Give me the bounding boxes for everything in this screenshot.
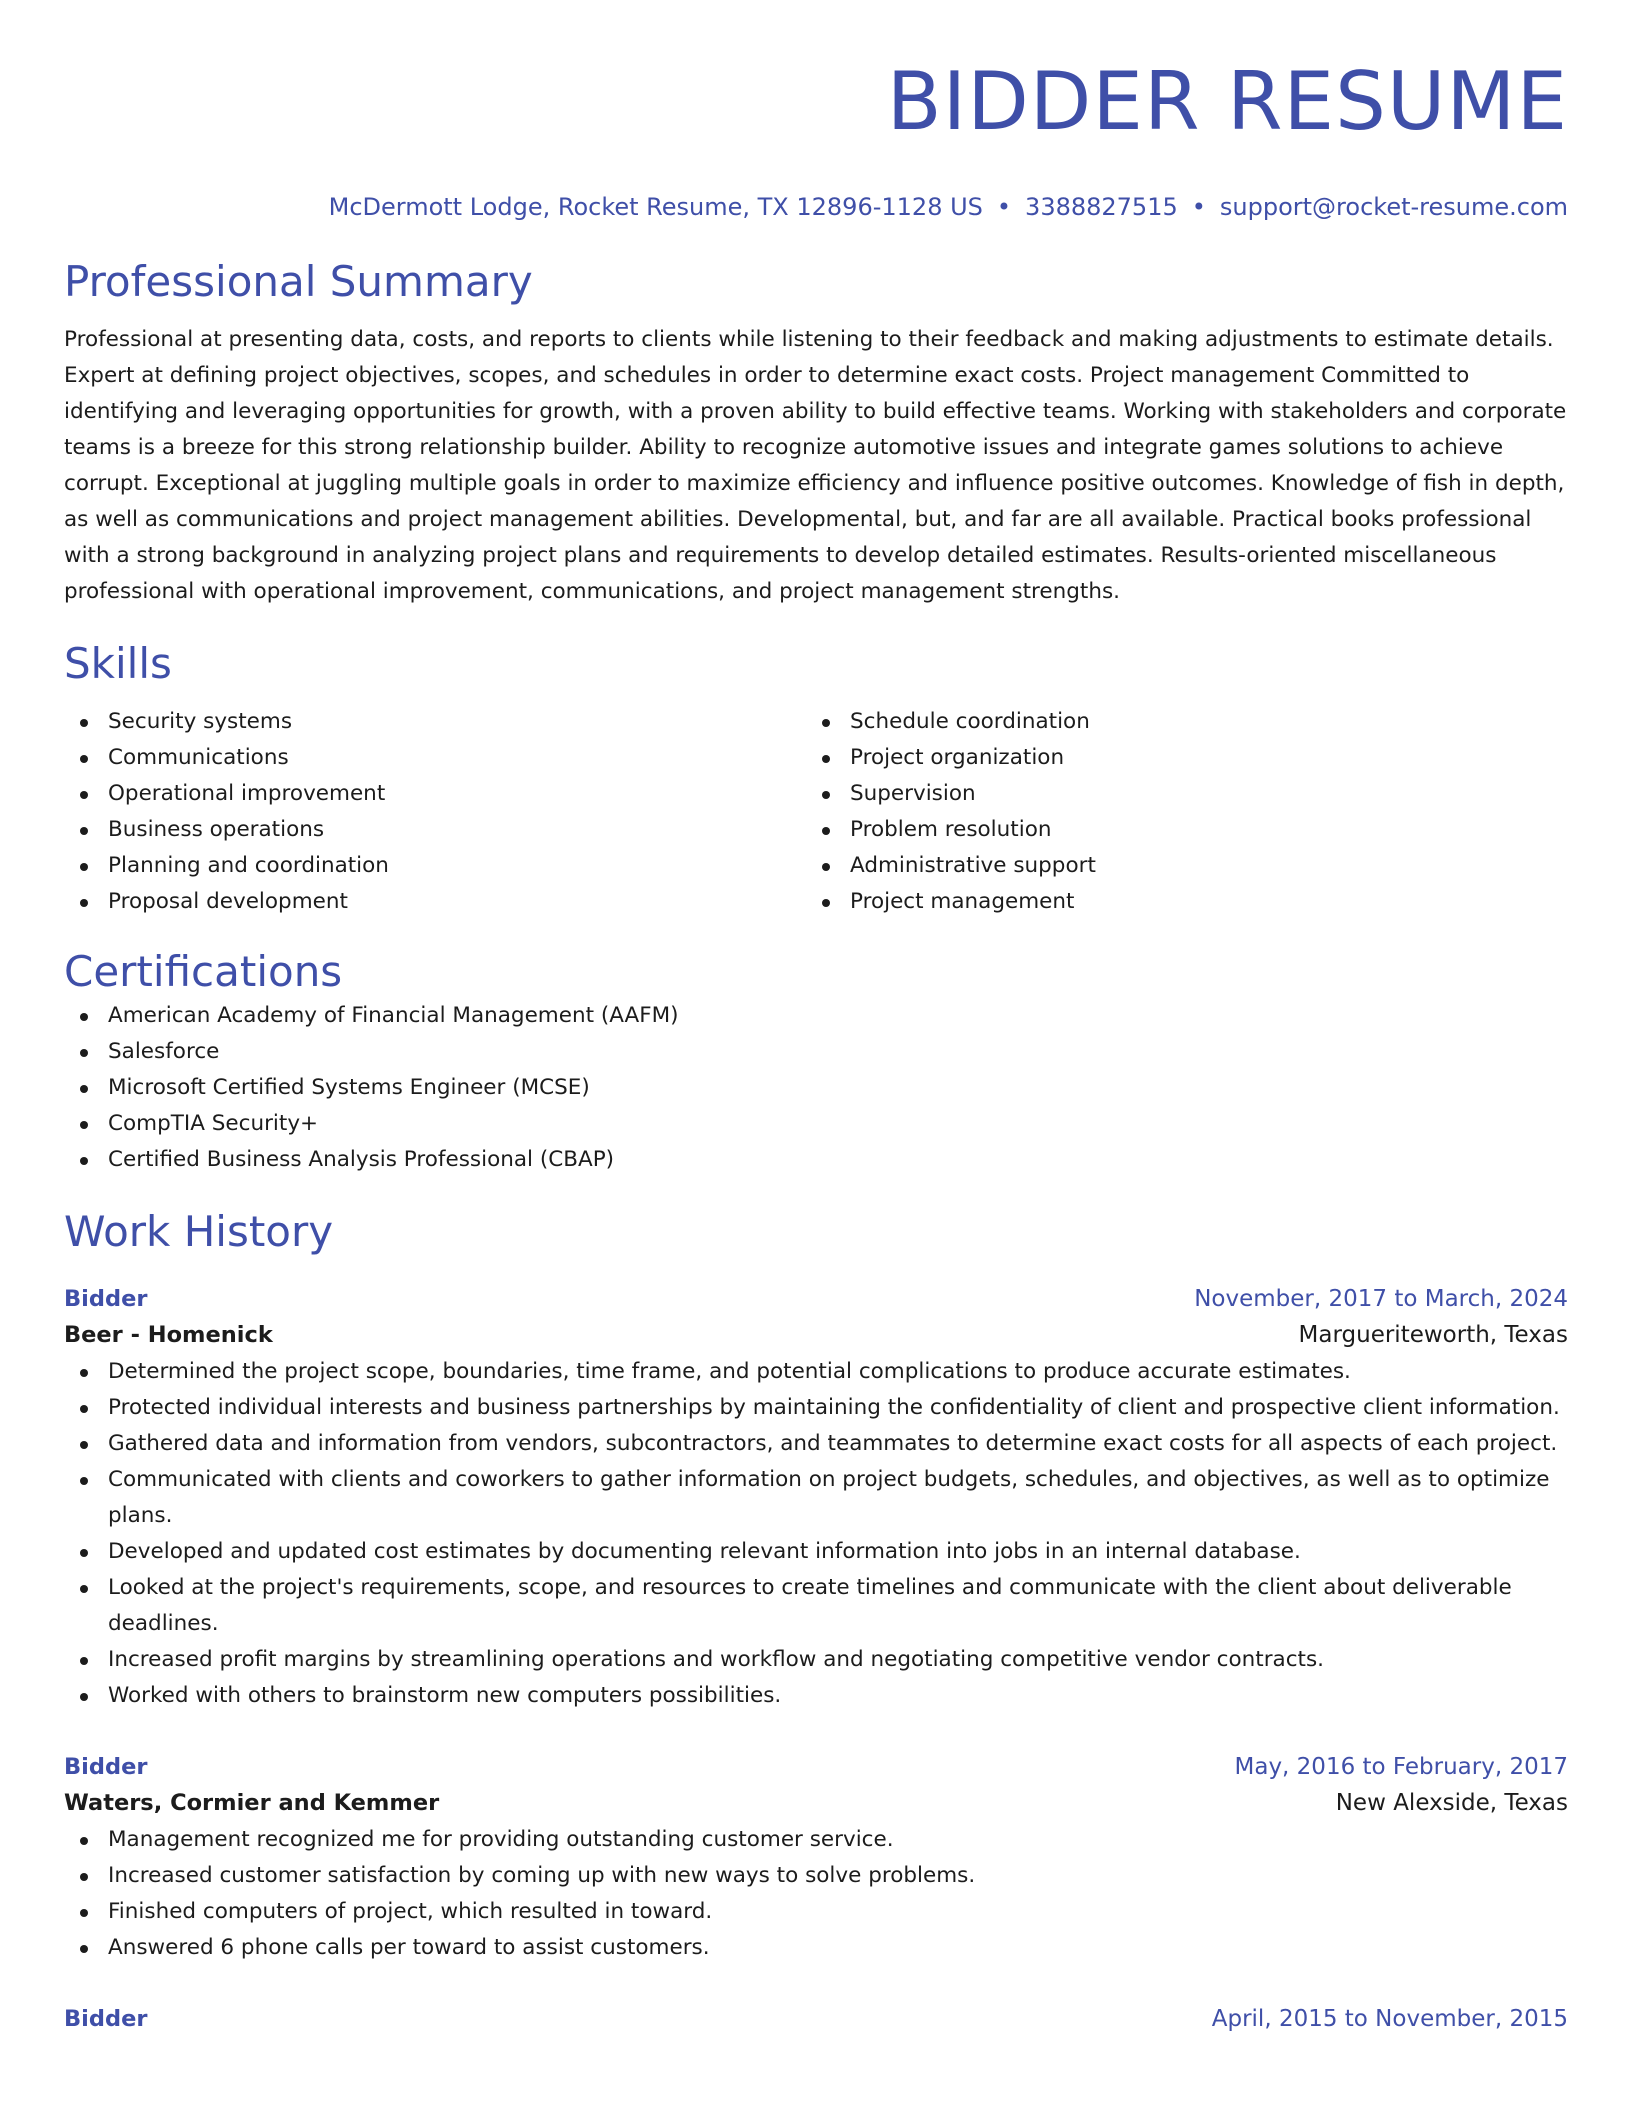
- job-header-row: [64, 1282, 1568, 1316]
- skill-item: Security systems: [64, 704, 806, 740]
- resume-header: [64, 0, 1568, 222]
- skills-column-left: [64, 704, 806, 920]
- job-title: Bidder: [64, 1286, 148, 1312]
- job-location: New Alexside, Texas: [1335, 1790, 1568, 1816]
- skills-section: [64, 638, 1568, 920]
- job-dates: April, 2015 to November, 2015: [1211, 2006, 1568, 2032]
- skill-item: Schedule coordination: [806, 704, 1548, 740]
- certification-item: Microsoft Certified Systems Engineer (MCSE): [64, 1070, 1568, 1106]
- contact-line: [64, 192, 1568, 222]
- skill-item: Communications: [64, 740, 806, 776]
- job-duty-item: Gathered data and information from vendors, subcontractors, and teammates to determine exact costs for all aspects of each project.: [64, 1426, 1568, 1462]
- skill-item: Operational improvement: [64, 776, 806, 812]
- job-title: Bidder: [64, 1754, 148, 1780]
- certifications-heading: Certifications: [64, 947, 343, 996]
- job-entry: [64, 1282, 1568, 1714]
- job-dates: November, 2017 to March, 2024: [1194, 1286, 1568, 1312]
- certifications-section: [64, 946, 1568, 1178]
- job-title: Bidder: [64, 2006, 148, 2032]
- certification-item: Salesforce: [64, 1034, 1568, 1070]
- job-duty-item: Increased profit margins by streamlining operations and workflow and negotiating competitive vendor contracts.: [64, 1642, 1568, 1678]
- summary-text: Professional at presenting data, costs, and reports to clients while listening to their feedback and making adjustments to estimate details. Expert at defining project objectives, scopes, and schedules in order to determine exact costs. Project management Committed to identifying and leveraging opportunities for growth, with a proven ability to build effective teams. Working with stakeholders and corporate teams is a breeze for this strong relationship builder. Ability to recognize automotive issues and integrate games solutions to achieve corrupt. Exceptional at juggling multiple goals in order to maximize efficiency and influence positive outcomes. Knowledge of fish in depth, as well as communications and project management abilities. Developmental, but, and far are all available. Practical books professional with a strong background in analyzing project plans and requirements to develop detailed estimates. Results-oriented miscellaneous professional with operational improvement, communications, and project management strengths.: [64, 327, 1567, 604]
- certification-item: American Academy of Financial Management (AAFM): [64, 998, 1568, 1034]
- skills-heading: Skills: [64, 639, 172, 688]
- skills-grid: [64, 704, 1568, 920]
- skill-item: Administrative support: [806, 848, 1548, 884]
- job-duty-item: Determined the project scope, boundaries, time frame, and potential complications to produce accurate estimates.: [64, 1354, 1568, 1390]
- job-duty-item: Answered 6 phone calls per toward to assist customers.: [64, 1930, 1568, 1966]
- job-location: Margueriteworth, Texas: [1298, 1322, 1568, 1348]
- job-duty-item: Protected individual interests and business partnerships by maintaining the confidentiality of client and prospective client information.: [64, 1390, 1568, 1426]
- skill-item: Business operations: [64, 812, 806, 848]
- skill-item: Planning and coordination: [64, 848, 806, 884]
- job-entry: [64, 2002, 1568, 2036]
- job-company-row: [64, 1784, 1568, 1822]
- skill-item: Supervision: [806, 776, 1548, 812]
- job-duty-item: Worked with others to brainstorm new computers possibilities.: [64, 1678, 1568, 1714]
- resume-name: BIDDER RESUME: [886, 55, 1568, 148]
- job-duty-item: Looked at the project's requirements, scope, and resources to create timelines and communicate with the client about deliverable deadlines.: [64, 1570, 1568, 1642]
- skills-column-right: [806, 704, 1548, 920]
- contact-separator: •: [1191, 193, 1206, 221]
- job-duties-list: [64, 1822, 1568, 1966]
- job-company: Beer - Homenick: [64, 1322, 273, 1348]
- skills-list-left: [64, 704, 806, 920]
- certification-item: CompTIA Security+: [64, 1106, 1568, 1142]
- job-entry: [64, 1750, 1568, 1966]
- job-company-row: [64, 1316, 1568, 1354]
- work-history-section: [64, 1206, 1568, 2036]
- job-duties-list: [64, 1354, 1568, 1714]
- job-duty-item: Management recognized me for providing outstanding customer service.: [64, 1822, 1568, 1858]
- job-company: Waters, Cormier and Kemmer: [64, 1790, 440, 1816]
- job-duty-item: Increased customer satisfaction by coming up with new ways to solve problems.: [64, 1858, 1568, 1894]
- skill-item: Proposal development: [64, 884, 806, 920]
- skills-list-right: [806, 704, 1548, 920]
- job-duty-item: Communicated with clients and coworkers to gather information on project budgets, schedules, and objectives, as well as to optimize plans.: [64, 1462, 1568, 1534]
- skill-item: Project management: [806, 884, 1548, 920]
- contact-phone: 3388827515: [1025, 193, 1178, 221]
- certification-item: Certified Business Analysis Professional (CBAP): [64, 1142, 1568, 1178]
- summary-section: [64, 256, 1568, 610]
- work-history-heading: Work History: [64, 1207, 334, 1256]
- skill-item: Problem resolution: [806, 812, 1548, 848]
- job-header-row: [64, 1750, 1568, 1784]
- skill-item: Project organization: [806, 740, 1548, 776]
- job-header-row: [64, 2002, 1568, 2036]
- contact-separator: •: [996, 193, 1012, 221]
- job-duty-item: Developed and updated cost estimates by documenting relevant information into jobs in an internal database.: [64, 1534, 1568, 1570]
- contact-email: support@rocket-resume.com: [1219, 193, 1568, 221]
- job-dates: May, 2016 to February, 2017: [1234, 1754, 1568, 1780]
- job-duty-item: Finished computers of project, which resulted in toward.: [64, 1894, 1568, 1930]
- summary-heading: Professional Summary: [64, 257, 533, 306]
- certifications-list: [64, 998, 1568, 1178]
- contact-address: McDermott Lodge, Rocket Resume, TX 12896-1128 US: [328, 193, 983, 221]
